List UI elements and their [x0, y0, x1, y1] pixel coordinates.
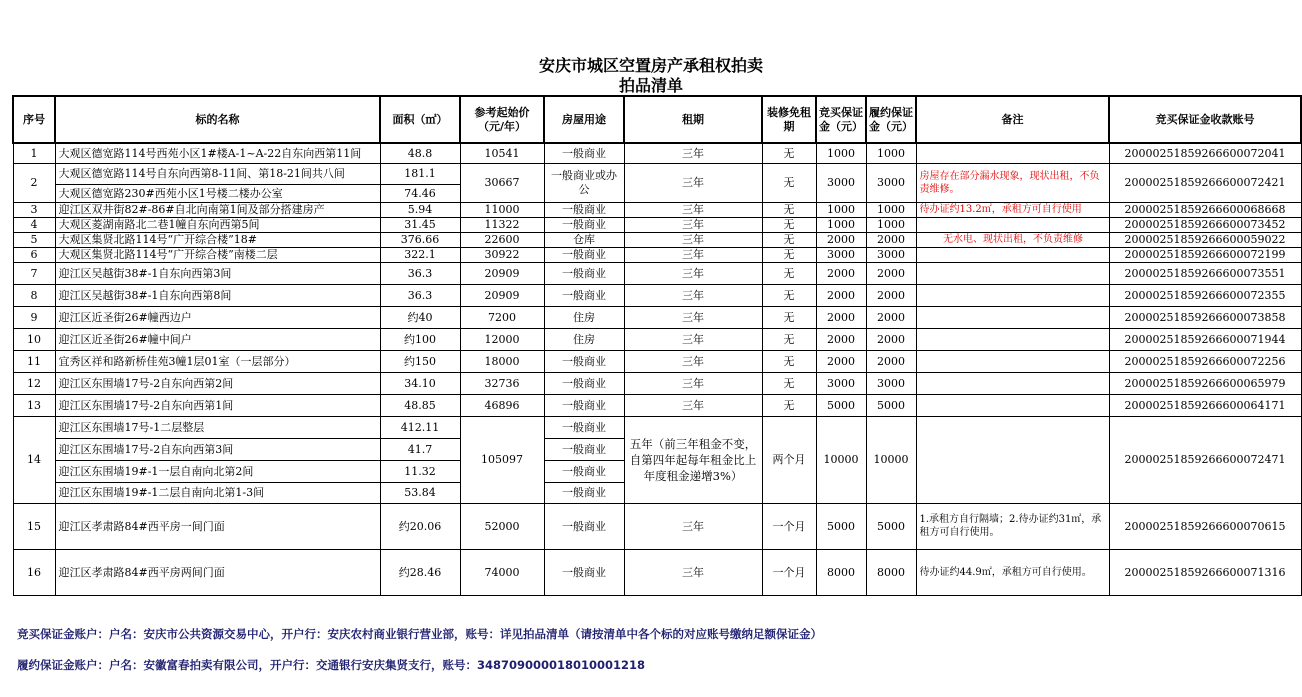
performance-deposit: 3000 [866, 163, 916, 202]
item-area: 约40 [380, 306, 460, 328]
table-row [13, 143, 1301, 163]
deposit-account-number: 20000251859266600070615 [1109, 503, 1301, 549]
item-area: 约20.06 [380, 503, 460, 549]
remark [916, 284, 1109, 306]
property-use: 住房 [544, 306, 624, 328]
performance-deposit: 3000 [866, 372, 916, 394]
rent-free-period: 无 [762, 284, 816, 306]
item-name: 迎江区东围墙17号-1二层整层 [55, 416, 380, 438]
remark [916, 262, 1109, 284]
starting-price: 32736 [460, 372, 544, 394]
starting-price: 18000 [460, 350, 544, 372]
page-subtitle: 拍品清单 [618, 76, 683, 95]
remark [916, 328, 1109, 350]
table-row [13, 503, 1301, 549]
rent-free-period: 两个月 [762, 416, 816, 503]
rent-free-period: 无 [762, 163, 816, 202]
remark [916, 217, 1109, 232]
item-name: 迎江区吴越街38#-1自东向西第8间 [55, 284, 380, 306]
lease-term: 三年 [624, 549, 762, 595]
performance-deposit: 2000 [866, 284, 916, 306]
item-area: 322.1 [380, 247, 460, 262]
header-free: 装修免租期 [762, 96, 816, 143]
property-use: 住房 [544, 328, 624, 350]
lease-term: 三年 [624, 262, 762, 284]
item-name: 迎江区东围墙19#-1二层自南向北第1-3间 [55, 482, 380, 503]
rent-free-period: 一个月 [762, 503, 816, 549]
performance-deposit: 1000 [866, 143, 916, 163]
bid-deposit: 8000 [816, 549, 866, 595]
table-row [13, 328, 1301, 350]
bid-deposit: 2000 [816, 350, 866, 372]
property-use: 一般商业 [544, 460, 624, 482]
table-row [13, 202, 1301, 217]
deposit-account-number: 20000251859266600071944 [1109, 328, 1301, 350]
starting-price: 10541 [460, 143, 544, 163]
property-use: 一般商业 [544, 217, 624, 232]
deposit-account-number: 20000251859266600059022 [1109, 232, 1301, 247]
row-number: 14 [13, 416, 55, 503]
property-use: 一般商业 [544, 350, 624, 372]
bid-deposit: 10000 [816, 416, 866, 503]
deposit-account-number: 20000251859266600072199 [1109, 247, 1301, 262]
bid-deposit: 1000 [816, 202, 866, 217]
remark [916, 416, 1109, 503]
remark: 待办证约44.9㎡，承租方可自行使用。 [916, 549, 1109, 595]
deposit-account-number: 20000251859266600072355 [1109, 284, 1301, 306]
property-use: 一般商业 [544, 438, 624, 460]
lease-term: 五年（前三年租金不变，自第四年起每年租金比上年度租金递增3%） [624, 416, 762, 503]
property-use: 一般商业 [544, 284, 624, 306]
item-name: 大观区菱湖南路北二巷1幢自东向西第5间 [55, 217, 380, 232]
property-use: 一般商业 [544, 416, 624, 438]
table-row [13, 232, 1301, 247]
remark: 房屋存在部分漏水现象，现状出租，不负责维修。 [916, 163, 1109, 202]
lease-term: 三年 [624, 306, 762, 328]
header-account: 竞买保证金收款账号 [1109, 96, 1301, 143]
item-name: 大观区德宽路114号自东向西第8-11间、第18-21间共八间 [55, 163, 380, 184]
item-area: 36.3 [380, 262, 460, 284]
lease-term: 三年 [624, 232, 762, 247]
lease-term: 三年 [624, 350, 762, 372]
item-area: 53.84 [380, 482, 460, 503]
lease-term: 三年 [624, 217, 762, 232]
bid-deposit: 2000 [816, 232, 866, 247]
table-row [13, 306, 1301, 328]
rent-free-period: 无 [762, 232, 816, 247]
table-row [13, 247, 1301, 262]
header-area: 面积（㎡） [380, 96, 460, 143]
item-area: 376.66 [380, 232, 460, 247]
item-area: 约150 [380, 350, 460, 372]
lease-term: 三年 [624, 284, 762, 306]
bid-deposit: 3000 [816, 163, 866, 202]
rent-free-period: 无 [762, 328, 816, 350]
item-name: 大观区德宽路230#西苑小区1号楼二楼办公室 [55, 184, 380, 202]
rent-free-period: 无 [762, 143, 816, 163]
item-area: 5.94 [380, 202, 460, 217]
starting-price: 11000 [460, 202, 544, 217]
property-use: 一般商业或办公 [544, 163, 624, 202]
lease-term: 三年 [624, 247, 762, 262]
performance-deposit: 3000 [866, 247, 916, 262]
deposit-account-number: 20000251859266600072256 [1109, 350, 1301, 372]
bid-deposit: 2000 [816, 328, 866, 350]
item-area: 36.3 [380, 284, 460, 306]
item-name: 迎江区孝肃路84#西平房一间门面 [55, 503, 380, 549]
row-number: 16 [13, 549, 55, 595]
performance-deposit: 5000 [866, 394, 916, 416]
item-area: 74.46 [380, 184, 460, 202]
row-number: 11 [13, 350, 55, 372]
header-perf: 履约保证金（元） [866, 96, 916, 143]
starting-price: 11322 [460, 217, 544, 232]
row-number: 6 [13, 247, 55, 262]
remark [916, 372, 1109, 394]
performance-deposit: 1000 [866, 202, 916, 217]
performance-deposit: 2000 [866, 350, 916, 372]
property-use: 一般商业 [544, 372, 624, 394]
lease-term: 三年 [624, 202, 762, 217]
deposit-account-number: 20000251859266600068668 [1109, 202, 1301, 217]
lease-term: 三年 [624, 372, 762, 394]
item-area: 11.32 [380, 460, 460, 482]
property-use: 仓库 [544, 232, 624, 247]
deposit-account-number: 20000251859266600073551 [1109, 262, 1301, 284]
deposit-account-number: 20000251859266600072421 [1109, 163, 1301, 202]
header-name: 标的名称 [55, 96, 380, 143]
rent-free-period: 无 [762, 247, 816, 262]
header-no: 序号 [13, 96, 55, 143]
table-header [13, 96, 1301, 143]
property-use: 一般商业 [544, 482, 624, 503]
remark: 1.承租方自行隔墙；2.待办证约31㎡，承租方可自行使用。 [916, 503, 1109, 549]
remark [916, 350, 1109, 372]
bid-deposit-account-note: 竞买保证金账户：户名：安庆市公共资源交易中心，开户行：安庆农村商业银行营业部，账号：详见拍品清单（请按清单中各个标的对应账号缴纳足额保证金） [17, 627, 822, 641]
property-use: 一般商业 [544, 202, 624, 217]
bid-deposit: 3000 [816, 247, 866, 262]
table-row [13, 262, 1301, 284]
item-area: 181.1 [380, 163, 460, 184]
item-area: 约100 [380, 328, 460, 350]
row-number: 13 [13, 394, 55, 416]
starting-price: 22600 [460, 232, 544, 247]
table-row [13, 372, 1301, 394]
item-name: 大观区德宽路114号西苑小区1#楼A-1~A-22自东向西第11间 [55, 143, 380, 163]
deposit-account-number: 20000251859266600065979 [1109, 372, 1301, 394]
property-use: 一般商业 [544, 143, 624, 163]
item-name: 大观区集贤北路114号“广开综合楼”南楼二层 [55, 247, 380, 262]
item-name: 迎江区近圣街26#幢中间户 [55, 328, 380, 350]
item-area: 约28.46 [380, 549, 460, 595]
remark: 无水电、现状出租，不负责维修 [916, 232, 1109, 247]
starting-price: 74000 [460, 549, 544, 595]
rent-free-period: 无 [762, 372, 816, 394]
performance-deposit: 2000 [866, 232, 916, 247]
item-name: 迎江区东围墙17号-2自东向西第3间 [55, 438, 380, 460]
bid-deposit: 2000 [816, 284, 866, 306]
deposit-account-number: 20000251859266600072471 [1109, 416, 1301, 503]
bid-deposit: 2000 [816, 306, 866, 328]
row-number: 15 [13, 503, 55, 549]
row-number: 3 [13, 202, 55, 217]
item-area: 31.45 [380, 217, 460, 232]
bid-deposit: 5000 [816, 503, 866, 549]
performance-deposit: 8000 [866, 549, 916, 595]
remark [916, 247, 1109, 262]
auction-table [12, 95, 1302, 596]
table-row [13, 549, 1301, 595]
starting-price: 12000 [460, 328, 544, 350]
starting-price: 7200 [460, 306, 544, 328]
lease-term: 三年 [624, 503, 762, 549]
header-price: 参考起始价（元/年） [460, 96, 544, 143]
item-area: 48.8 [380, 143, 460, 163]
bid-deposit: 1000 [816, 217, 866, 232]
row-number: 7 [13, 262, 55, 284]
performance-deposit-account-note: 履约保证金账户：户名：安徽富春拍卖有限公司，开户行：交通银行安庆集贤支行，账号：348709000018010001218 [17, 658, 646, 672]
starting-price: 30922 [460, 247, 544, 262]
deposit-account-number: 20000251859266600073858 [1109, 306, 1301, 328]
property-use: 一般商业 [544, 262, 624, 284]
row-number: 10 [13, 328, 55, 350]
item-name: 迎江区孝肃路84#西平房两间门面 [55, 549, 380, 595]
rent-free-period: 无 [762, 202, 816, 217]
remark [916, 306, 1109, 328]
deposit-account-number: 20000251859266600072041 [1109, 143, 1301, 163]
item-name: 迎江区东围墙17号-2自东向西第1间 [55, 394, 380, 416]
rent-free-period: 无 [762, 350, 816, 372]
row-number: 5 [13, 232, 55, 247]
starting-price: 20909 [460, 284, 544, 306]
item-area: 34.10 [380, 372, 460, 394]
rent-free-period: 无 [762, 394, 816, 416]
starting-price: 46896 [460, 394, 544, 416]
row-number: 8 [13, 284, 55, 306]
table-row [13, 350, 1301, 372]
item-area: 412.11 [380, 416, 460, 438]
property-use: 一般商业 [544, 549, 624, 595]
starting-price: 52000 [460, 503, 544, 549]
performance-deposit: 2000 [866, 328, 916, 350]
header-term: 租期 [624, 96, 762, 143]
table-row [13, 284, 1301, 306]
deposit-account-number: 20000251859266600064171 [1109, 394, 1301, 416]
table-row [13, 217, 1301, 232]
item-name: 迎江区东围墙19#-1一层自南向北第2间 [55, 460, 380, 482]
item-name: 迎江区吴越街38#-1自东向西第3间 [55, 262, 380, 284]
item-area: 41.7 [380, 438, 460, 460]
rent-free-period: 无 [762, 306, 816, 328]
row-number: 4 [13, 217, 55, 232]
page-title: 安庆市城区空置房产承租权拍卖 [538, 56, 763, 75]
item-name: 迎江区双井街82#-86#自北向南第1间及部分搭建房产 [55, 202, 380, 217]
rent-free-period: 无 [762, 262, 816, 284]
remark: 待办证约13.2㎡，承租方可自行使用 [916, 202, 1109, 217]
bid-deposit: 1000 [816, 143, 866, 163]
property-use: 一般商业 [544, 394, 624, 416]
rent-free-period: 一个月 [762, 549, 816, 595]
lease-term: 三年 [624, 394, 762, 416]
property-use: 一般商业 [544, 503, 624, 549]
remark [916, 143, 1109, 163]
performance-deposit: 2000 [866, 262, 916, 284]
remark [916, 394, 1109, 416]
row-number: 12 [13, 372, 55, 394]
performance-deposit: 1000 [866, 217, 916, 232]
item-area: 48.85 [380, 394, 460, 416]
item-name: 宜秀区祥和路新桥佳苑3幢1层01室（一层部分） [55, 350, 380, 372]
lease-term: 三年 [624, 328, 762, 350]
item-name: 大观区集贤北路114号“广开综合楼”18# [55, 232, 380, 247]
row-number: 1 [13, 143, 55, 163]
row-number: 2 [13, 163, 55, 202]
lease-term: 三年 [624, 143, 762, 163]
table-row [13, 416, 1301, 438]
deposit-account-number: 20000251859266600073452 [1109, 217, 1301, 232]
row-number: 9 [13, 306, 55, 328]
table-row [13, 394, 1301, 416]
bid-deposit: 2000 [816, 262, 866, 284]
rent-free-period: 无 [762, 217, 816, 232]
header-use: 房屋用途 [544, 96, 624, 143]
starting-price: 105097 [460, 416, 544, 503]
header-note: 备注 [916, 96, 1109, 143]
performance-deposit: 2000 [866, 306, 916, 328]
header-deposit: 竞买保证金（元） [816, 96, 866, 143]
performance-deposit: 5000 [866, 503, 916, 549]
property-use: 一般商业 [544, 247, 624, 262]
item-name: 迎江区近圣街26#幢西边户 [55, 306, 380, 328]
bid-deposit: 5000 [816, 394, 866, 416]
bid-deposit: 3000 [816, 372, 866, 394]
lease-term: 三年 [624, 163, 762, 202]
deposit-account-number: 20000251859266600071316 [1109, 549, 1301, 595]
item-name: 迎江区东围墙17号-2自东向西第2间 [55, 372, 380, 394]
starting-price: 30667 [460, 163, 544, 202]
performance-deposit: 10000 [866, 416, 916, 503]
table-row [13, 163, 1301, 184]
table-body [13, 143, 1301, 595]
starting-price: 20909 [460, 262, 544, 284]
